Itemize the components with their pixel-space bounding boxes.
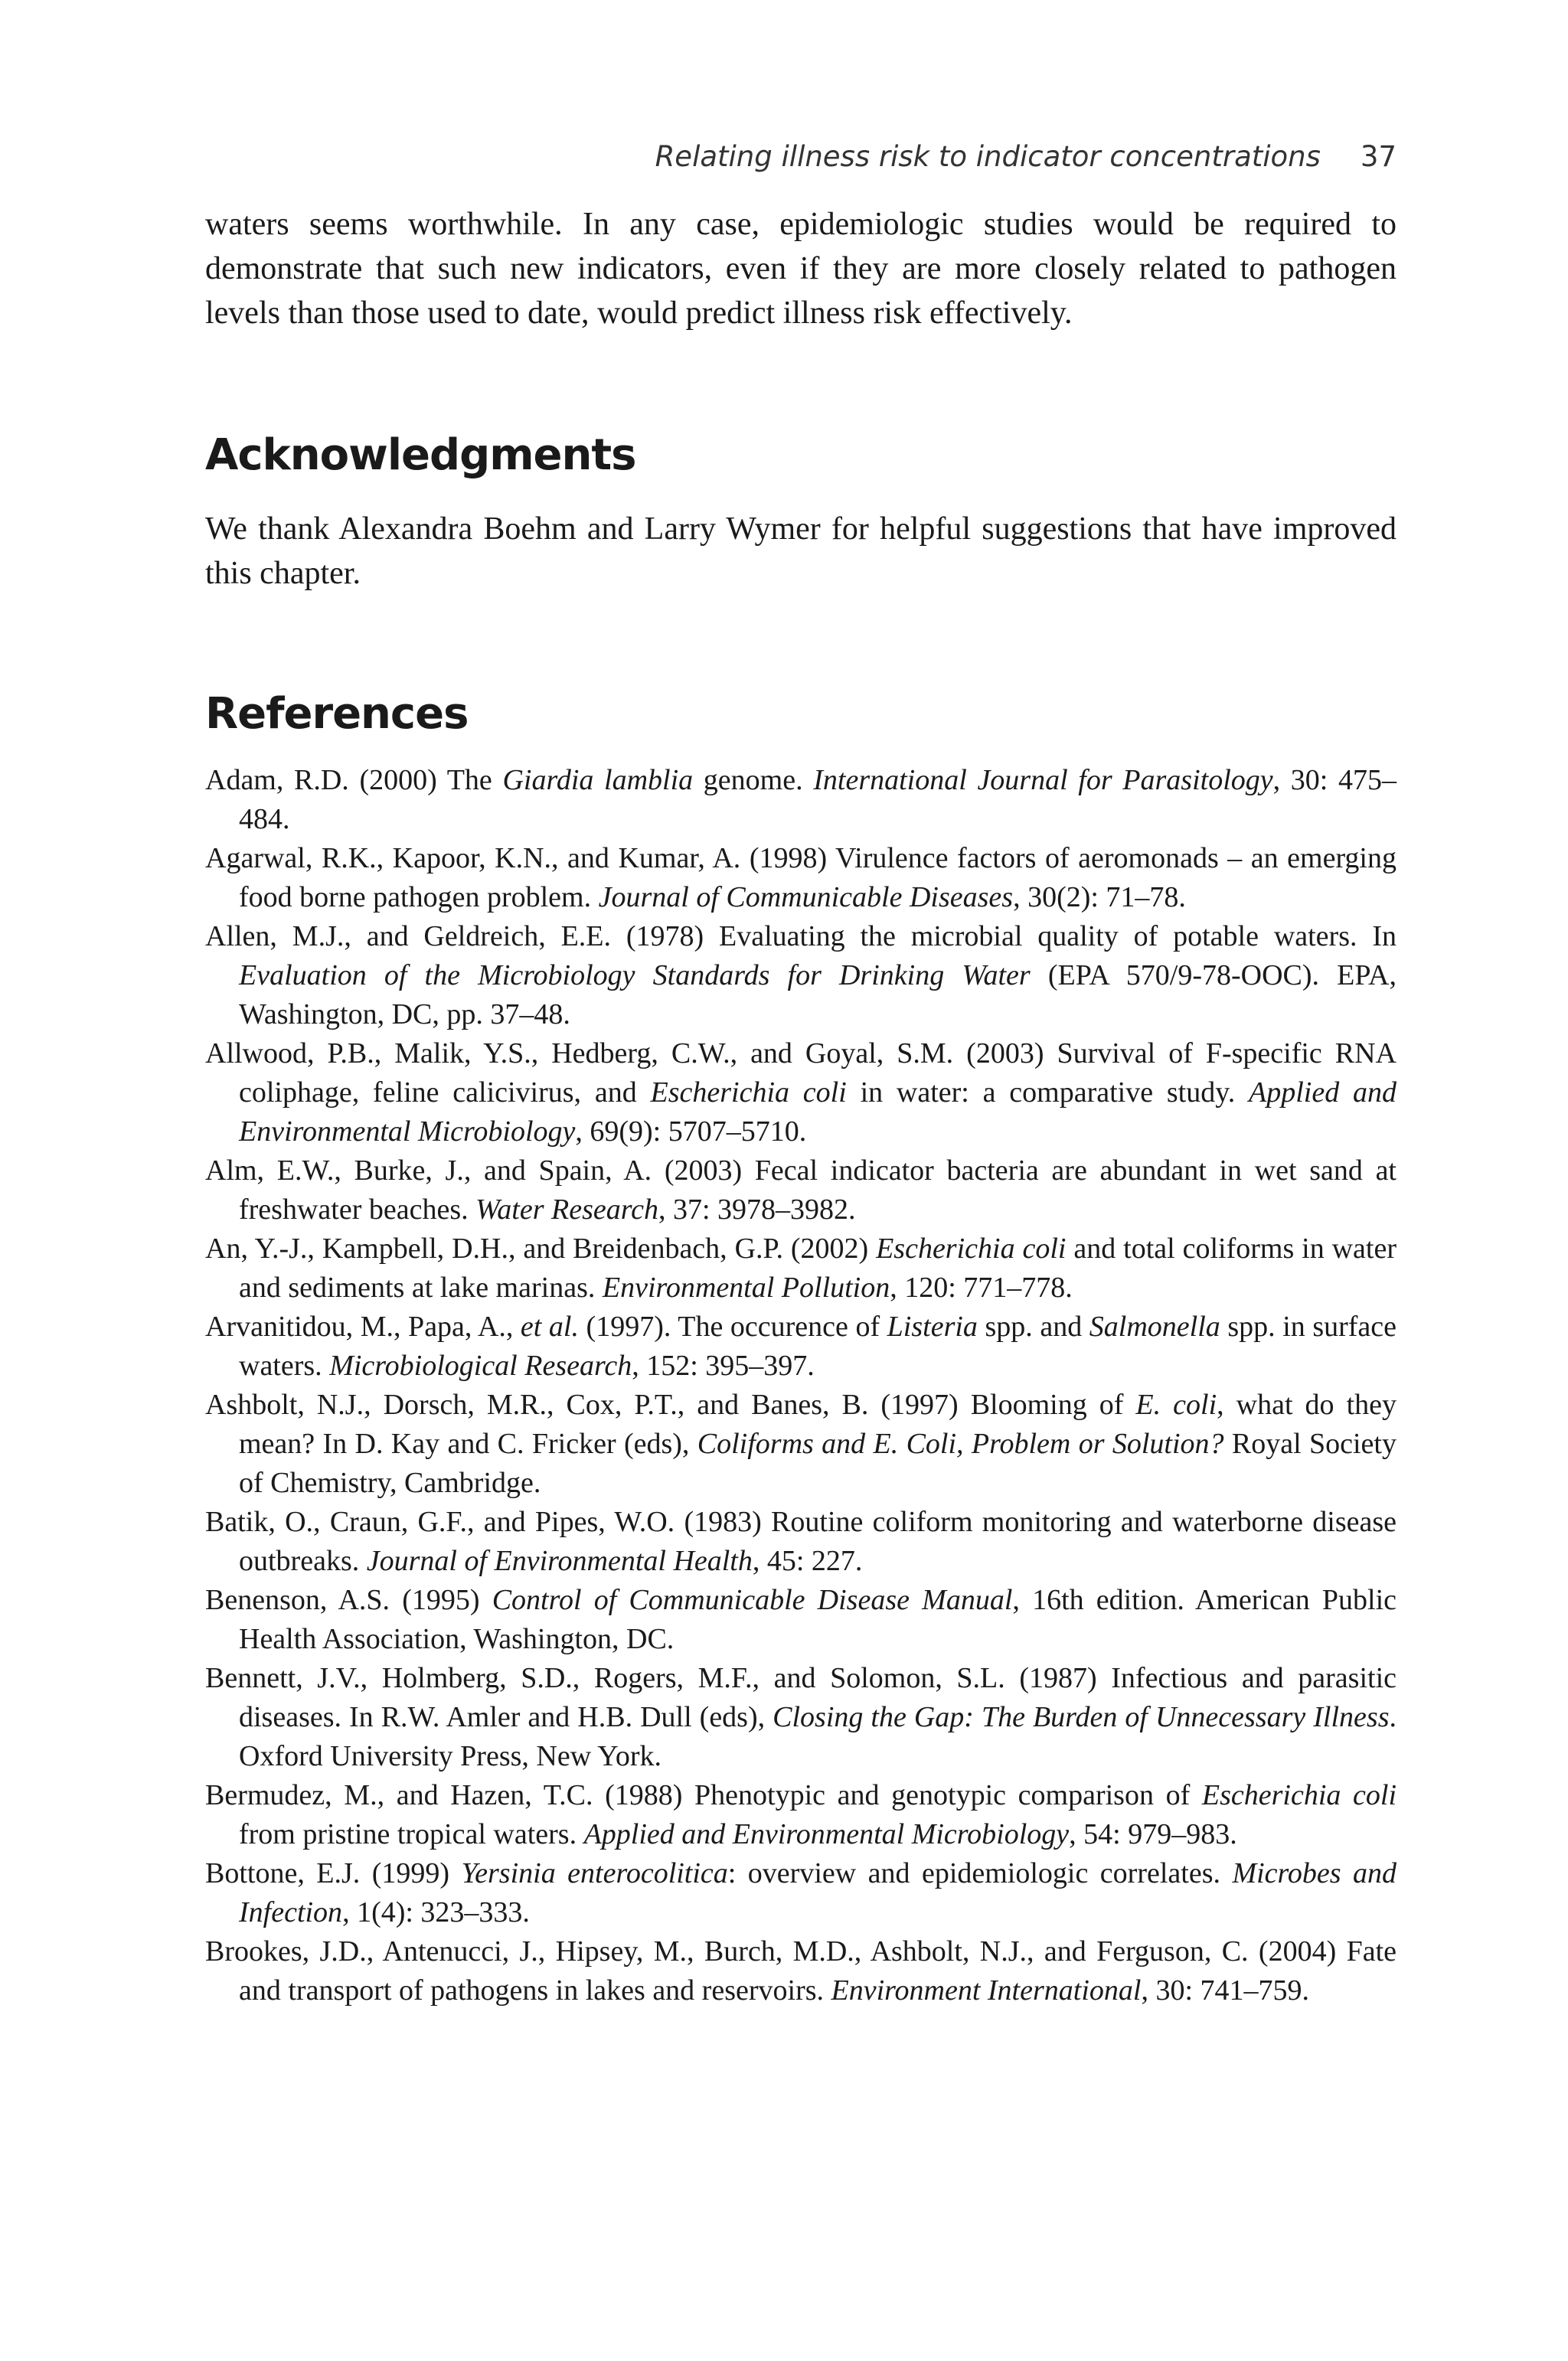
reference-text: . Oxford University Press, New York. <box>239 1701 1396 1772</box>
running-head <box>205 138 1396 176</box>
reference-item <box>205 1386 1396 1503</box>
reference-italic-text: Applied and Environmental Microbiology <box>583 1818 1070 1850</box>
reference-text: , what do they mean? In D. Kay and C. Fricker (eds), <box>239 1389 1396 1460</box>
reference-text: (EPA 570/9-78-OOC). EPA, Washington, DC, pp. 37–48. <box>239 959 1396 1030</box>
reference-text: , 120: 771–778. <box>890 1272 1073 1304</box>
reference-text: Allen, M.J., and Geldreich, E.E. (1978) Evaluating the microbial quality of potable waters. In <box>205 920 1396 952</box>
reference-item <box>205 1581 1396 1659</box>
reference-text: Bennett, J.V., Holmberg, S.D., Rogers, M.F., and Solomon, S.L. (1987) Infectious and parasitic diseases. In R.W. Amler and H.B. Dull (eds), <box>205 1662 1396 1733</box>
reference-italic-text: Journal of Communicable Diseases <box>598 881 1014 913</box>
reference-text: spp. and <box>977 1311 1089 1343</box>
reference-text: , 152: 395–397. <box>632 1350 815 1382</box>
reference-text: , 54: 979–983. <box>1069 1818 1237 1850</box>
reference-item <box>205 1151 1396 1229</box>
reference-text: Alm, E.W., Burke, J., and Spain, A. (2003) Fecal indicator bacteria are abundant in wet sand at freshwater beaches. <box>205 1154 1396 1226</box>
reference-text: Arvanitidou, M., Papa, A., <box>205 1311 521 1343</box>
reference-item <box>205 1854 1396 1932</box>
reference-italic-text: et al. <box>520 1311 579 1343</box>
reference-item <box>205 1229 1396 1308</box>
reference-text: spp. in surface waters. <box>239 1311 1397 1382</box>
reference-item <box>205 917 1396 1034</box>
reference-text: Allwood, P.B., Malik, Y.S., Hedberg, C.W., and Goyal, S.M. (2003) Survival of F-specific RNA coliphage, feline calicivirus, and <box>205 1037 1396 1109</box>
reference-italic-text: Listeria <box>887 1311 978 1343</box>
reference-text: Batik, O., Craun, G.F., and Pipes, W.O. (1983) Routine coliform monitoring and waterborne disease outbreaks. <box>205 1506 1396 1577</box>
acknowledgments-heading: Acknowledgments <box>205 430 636 480</box>
reference-text: (1997). The occurence of <box>578 1311 887 1343</box>
reference-italic-text: Environmental Pollution <box>602 1272 890 1304</box>
reference-text: Royal Society of Chemistry, Cambridge. <box>239 1428 1396 1499</box>
reference-item <box>205 839 1396 917</box>
reference-text: : overview and epidemiologic correlates. <box>727 1857 1233 1889</box>
page-number: 37 <box>1360 140 1396 173</box>
reference-text: from pristine tropical waters. <box>239 1818 584 1850</box>
reference-item <box>205 1308 1396 1386</box>
reference-text: Brookes, J.D., Antenucci, J., Hipsey, M., Burch, M.D., Ashbolt, N.J., and Ferguson, C. (2004) Fate and transport of pathogens in lakes and reservoirs. <box>205 1935 1396 2007</box>
reference-text: genome. <box>693 764 814 796</box>
reference-italic-text: Escherichia coli <box>876 1233 1067 1265</box>
reference-text: , 30: 475–484. <box>239 764 1396 835</box>
reference-italic-text: Water Research <box>475 1194 658 1226</box>
reference-text: , 37: 3978–3982. <box>658 1194 856 1226</box>
reference-italic-text: Control of Communicable Disease Manual <box>492 1584 1013 1616</box>
reference-text: , 30: 741–759. <box>1141 1974 1309 2007</box>
reference-italic-text: Microbiological Research <box>329 1350 632 1382</box>
reference-item <box>205 1503 1396 1581</box>
reference-text: Bermudez, M., and Hazen, T.C. (1988) Phenotypic and genotypic comparison of <box>205 1779 1202 1811</box>
reference-text: Agarwal, R.K., Kapoor, K.N., and Kumar, A. (1998) Virulence factors of aeromonads – an emerging food borne pathogen problem. <box>205 842 1396 913</box>
acknowledgments-paragraph: We thank Alexandra Boehm and Larry Wymer for helpful suggestions that have improved this chapter. <box>205 511 1396 591</box>
reference-italic-text: E. coli <box>1135 1389 1217 1421</box>
reference-italic-text: Yersinia enterocolitica <box>461 1857 728 1889</box>
reference-text: , 30(2): 71–78. <box>1013 881 1186 913</box>
reference-italic-text: Evaluation of the Microbiology Standards for Drinking Water <box>239 959 1031 991</box>
reference-italic-text: Applied and Environmental Microbiology <box>239 1076 1397 1148</box>
reference-text: Benenson, A.S. (1995) <box>205 1584 492 1616</box>
reference-text: , 45: 227. <box>752 1545 863 1577</box>
reference-item <box>205 1776 1396 1854</box>
running-head-title: Relating illness risk to indicator concentrations <box>655 140 1321 173</box>
reference-italic-text: International Journal for Parasitology <box>813 764 1273 796</box>
reference-text: Ashbolt, N.J., Dorsch, M.R., Cox, P.T., and Banes, B. (1997) Blooming of <box>205 1389 1136 1421</box>
reference-text: , 69(9): 5707–5710. <box>575 1115 807 1148</box>
references-heading: References <box>205 689 469 739</box>
reference-text: and total coliforms in water and sediments at lake marinas. <box>239 1233 1397 1304</box>
intro-paragraph: waters seems worthwhile. In any case, epidemiologic studies would be required to demonstrate that such new indicators, even if they are more closely related to pathogen levels than those used to date, would predict illness risk effectively. <box>205 207 1396 331</box>
reference-italic-text: Microbes and Infection <box>239 1857 1396 1928</box>
reference-italic-text: Giardia lamblia <box>502 764 694 796</box>
reference-italic-text: Closing the Gap: The Burden of Unnecessary Illness <box>773 1701 1390 1733</box>
book-page <box>205 138 1396 2010</box>
reference-text: in water: a comparative study. <box>846 1076 1250 1109</box>
reference-item <box>205 761 1396 839</box>
reference-text: An, Y.-J., Kampbell, D.H., and Breidenbach, G.P. (2002) <box>205 1233 877 1265</box>
reference-text: , 1(4): 323–333. <box>342 1896 530 1928</box>
reference-item <box>205 1034 1396 1151</box>
reference-text: , 16th edition. American Public Health Association, Washington, DC. <box>239 1584 1397 1655</box>
reference-italic-text: Escherichia coli <box>650 1076 847 1109</box>
reference-list <box>205 761 1396 2010</box>
reference-italic-text: Coliforms and E. Coli, Problem or Solution? <box>697 1428 1224 1460</box>
reference-italic-text: Journal of Environmental Health <box>366 1545 753 1577</box>
reference-text: Adam, R.D. (2000) The <box>205 764 503 796</box>
reference-italic-text: Environment International <box>831 1974 1142 2007</box>
reference-item <box>205 1659 1396 1776</box>
reference-italic-text: Salmonella <box>1089 1311 1220 1343</box>
reference-italic-text: Escherichia coli <box>1201 1779 1396 1811</box>
reference-text: Bottone, E.J. (1999) <box>205 1857 462 1889</box>
reference-item <box>205 1932 1396 2010</box>
